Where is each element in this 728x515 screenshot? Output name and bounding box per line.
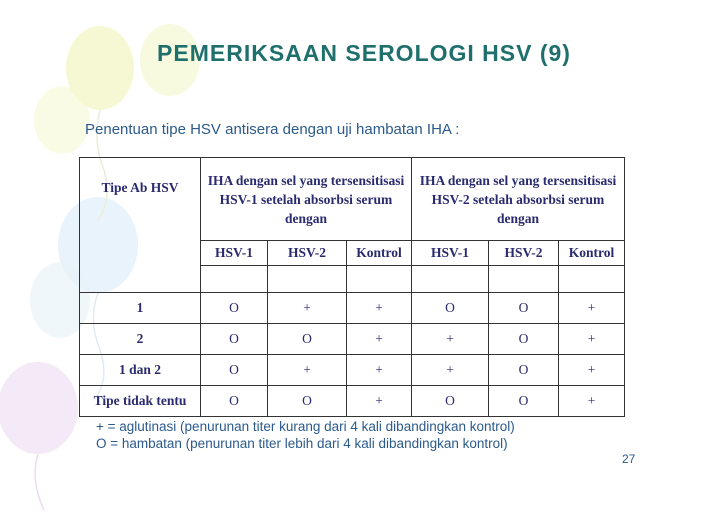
table-cell: + [347,355,412,386]
empty-cell [559,266,625,293]
group-header-hsv2: IHA dengan sel yang tersensitisasi HSV-2 setelah absorbsi serum dengan [412,158,625,241]
table-cell: O [412,293,489,324]
legend-notes [96,418,515,452]
row-label: Tipe tidak tentu [80,386,201,417]
table-cell: O [201,386,268,417]
table-cell: + [347,293,412,324]
table-cell: + [412,324,489,355]
legend-inhibition: O = hambatan (penurunan titer lebih dari 4 kali dibandingkan kontrol) [96,436,508,451]
table-cell: O [268,386,347,417]
slide-subtitle: Penentuan tipe HSV antisera dengan uji hambatan IHA : [85,121,460,138]
sub-header: HSV-1 [412,241,489,266]
row-label: 2 [80,324,201,355]
table-cell: O [201,293,268,324]
row-label: 1 dan 2 [80,355,201,386]
table-cell: + [268,293,347,324]
table-cell: + [559,386,625,417]
row-label: 1 [80,293,201,324]
table-row [80,293,625,324]
sub-header: HSV-1 [201,241,268,266]
empty-cell [268,266,347,293]
sub-header: HSV-2 [268,241,347,266]
table-cell: O [201,355,268,386]
table-cell: + [347,324,412,355]
corner-header: Tipe Ab HSV [80,158,201,293]
empty-cell [347,266,412,293]
hsv-serology-table [79,157,625,417]
empty-cell [489,266,559,293]
table-cell: + [559,324,625,355]
table-cell: O [489,386,559,417]
table-cell: O [489,355,559,386]
table-cell: O [489,324,559,355]
table-cell: O [412,386,489,417]
legend-agglutination: + = aglutinasi (penurunan titer kurang dari 4 kali dibandingkan kontrol) [96,419,515,434]
sub-header: Kontrol [347,241,412,266]
empty-cell [201,266,268,293]
table-cell: O [268,324,347,355]
empty-cell [412,266,489,293]
table-cell: O [489,293,559,324]
group-header-hsv1: IHA dengan sel yang tersensitisasi HSV-1 setelah absorbsi serum dengan [201,158,412,241]
slide-title: PEMERIKSAAN SEROLOGI HSV (9) [157,40,571,66]
table-row [80,324,625,355]
table-cell: + [559,293,625,324]
table-row [80,355,625,386]
table-cell: + [559,355,625,386]
table-cell: + [412,355,489,386]
page-number: 27 [622,452,636,466]
sub-header: HSV-2 [489,241,559,266]
sub-header: Kontrol [559,241,625,266]
table-row [80,386,625,417]
table-cell: + [347,386,412,417]
table-cell: + [268,355,347,386]
table-cell: O [201,324,268,355]
